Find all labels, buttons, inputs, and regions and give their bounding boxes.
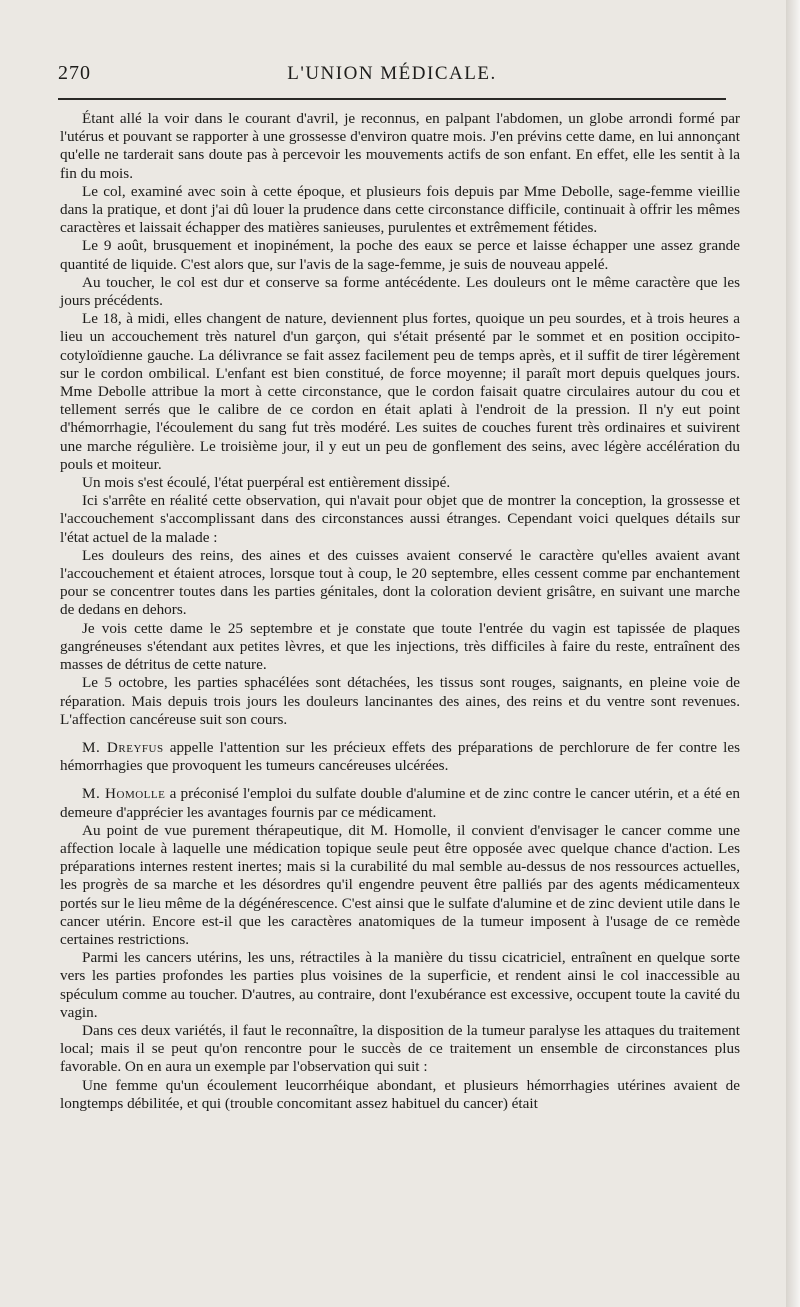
section-gap [60, 775, 740, 785]
paragraph: Au toucher, le col est dur et conserve sa forme antécédente. Les douleurs ont le même caractère que les jours précédents. [60, 273, 740, 310]
paragraph: Ici s'arrête en réalité cette observation, qui n'avait pour objet que de montrer la conception, la grossesse et l'accouchement s'accomplissant dans des circonstances aussi étranges. Cependant voici quelques détails sur l'état actuel de la malade : [60, 492, 740, 546]
paragraph: Un mois s'est écoulé, l'état puerpéral est entièrement dissipé. [82, 474, 451, 492]
homolle-paragraph [60, 785, 740, 821]
running-title: L'UNION MÉDICALE. [287, 63, 497, 84]
page-header [58, 62, 726, 92]
paragraph: Étant allé la voir dans le courant d'avril, je reconnus, en palpant l'abdomen, un globe arrondi formé par l'utérus et pouvant se rapporter à une grossesse d'environ quatre mois. J'en prévins cette dame, en lui annonçant qu'elle ne tarderait sans doute pas à percevoir les mouvements actifs de son enfant. En effet, elle les sentit à la fin du mois. [60, 110, 740, 182]
page-number: 270 [58, 62, 91, 84]
paragraph-text: a préconisé l'emploi du sulfate double d'alumine et de zinc contre le cancer utérin, et a été en demeure d'apprécier les avantages fournis par ce médicament. [60, 785, 740, 821]
paragraph: Je vois cette dame le 25 septembre et je constate que toute l'entrée du vagin est tapissée de plaques gangréneuses s'étendant aux petites lèvres, et que les injections, très difficiles à faire du reste, entraînent des masses de détritus de cette nature. [60, 619, 740, 674]
speaker-name: M. Dreyfus [82, 738, 164, 756]
paragraph-text: appelle l'attention sur les précieux effets des préparations de perchlorure de fer contre les hémorrhagies que provoquent les tumeurs cancéreuses ulcérées. [60, 738, 740, 775]
section-gap [60, 729, 740, 739]
page-edge-shadow [786, 0, 800, 1307]
paragraph: Parmi les cancers utérins, les uns, rétractiles à la manière du tissu cicatriciel, entraînent en quelque sorte vers les parties profondes les parties plus voisines de la superficie, et rendent ainsi le col inaccessible au spéculum comme au toucher. D'autres, au contraire, dont l'exubérance est excessive, occupent toute la cavité du vagin. [60, 949, 740, 1021]
paragraph: Au point de vue purement thérapeutique, dit M. Homolle, il convient d'envisager le cancer comme une affection locale à laquelle une médication topique seule peut être opposée avec quelque chance d'action. Les préparations internes restent inertes; mais si la curabilité du mal semble au-dessus de nos ressources actuelles, les progrès de sa marche et les désordres qu'il engendre peuvent être palliés par des agents médicamenteux portés sur le lieu même de la dégénérescence. C'est ainsi que le sulfate d'alumine et de zinc devient utile dans le cancer utérin. Encore est-il que les caractères anatomiques de la tumeur imposent à l'usage de ce remède certaines restrictions. [60, 821, 740, 948]
paragraph: Le 5 octobre, les parties sphacélées sont détachées, les tissus sont rouges, saignants, en pleine voie de réparation. Mais depuis trois jours les douleurs lancinantes des aines, des reins et du ventre sont revenues. L'affection cancéreuse suit son cours. [60, 674, 740, 728]
header-rule [58, 98, 726, 100]
paragraph: Dans ces deux variétés, il faut le reconnaître, la disposition de la tumeur paralyse les attaques du traitement local; mais il se peut qu'on rencontre pour le succès de ce traitement un ensemble de circonstances plus favorable. On en aura un exemple par l'observation qui suit : [60, 1021, 740, 1076]
speaker-name: M. Homolle [82, 785, 166, 803]
paragraph: Les douleurs des reins, des aines et des cuisses avaient conservé le caractère qu'elles avaient avant l'accouchement et étaient atroces, lorsque tout à coup, le 20 septembre, elles cessent comme par enchantement pour se concentrer toutes dans les parties génitales, dont la coloration devient grisâtre, en suivant une marche de dedans en dehors. [60, 546, 740, 619]
paragraph: Le col, examiné avec soin à cette époque, et plusieurs fois depuis par Mme Debolle, sage-femme vieillie dans la pratique, et dont j'ai dû louer la prudence dans cette circonstance difficile, continuait à offrir les mêmes caractères et laissait échapper des matières sanieuses, purulentes et extrêmement fétides. [60, 182, 740, 237]
paragraph: Le 9 août, brusquement et inopinément, la poche des eaux se perce et laisse échapper une assez grande quantité de liquide. C'est alors que, sur l'avis de la sage-femme, je suis de nouveau appelé. [60, 237, 740, 273]
dreyfus-paragraph [60, 739, 740, 775]
paragraph: Une femme qu'un écoulement leucorrhéique abondant, et plusieurs hémorrhagies utérines avaient de longtemps débilitée, et qui (trouble concomitant assez habituel du cancer) était [60, 1076, 740, 1112]
article-body [60, 110, 740, 1113]
paragraph: Le 18, à midi, elles changent de nature, deviennent plus fortes, quoique un peu sourdes, et à trois heures a lieu un accouchement très naturel d'un garçon, qui s'était présenté par le sommet et en position occipito-cotyloïdienne gauche. La délivrance se fait assez facilement peu de temps après, et il suffit de tirer légèrement sur le cordon ombilical. L'enfant est bien constitué, de force moyenne; il paraît mort depuis quelques jours. Mme Debolle attribue la mort à cette circonstance, que le cordon faisait quatre circulaires autour du cou et tellement serrés que le calibre de ce cordon en était aplati à l'endroit de la pression. Il n'y eut point d'hémorrhagie, l'écoulement du sang fut très modéré. Les suites de couches furent très ordinaires et suivirent une marche régulière. Le troisième jour, il y eut un peu de gonflement des seins, avec légère accélération du pouls et moiteur. [60, 310, 740, 473]
